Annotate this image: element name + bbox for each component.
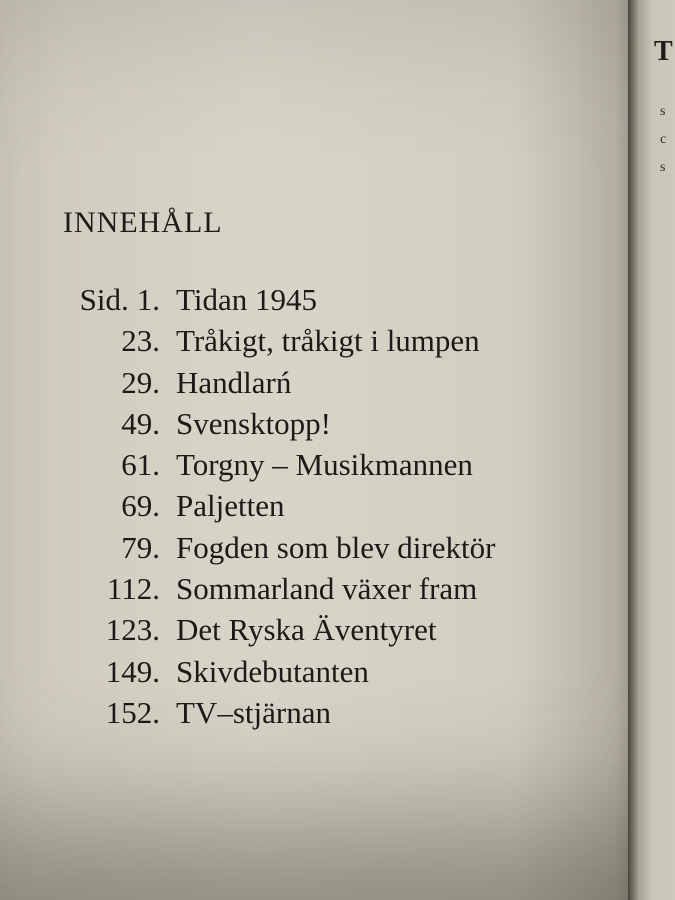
toc-page-number: 149. <box>105 653 160 689</box>
toc-title: Torgny – Musikmannen <box>176 447 473 483</box>
toc-title: Svensktopp! <box>176 405 331 441</box>
toc-entry <box>60 323 495 364</box>
toc-page-number: 123. <box>105 612 160 648</box>
table-of-contents <box>60 282 495 736</box>
facing-page-text: s <box>660 160 666 175</box>
toc-entry <box>60 530 495 571</box>
toc-page-number: 79. <box>121 529 160 565</box>
toc-title: Handlarń <box>176 364 292 400</box>
facing-page <box>628 0 675 900</box>
contents-heading: INNEHÅLL <box>63 206 223 239</box>
toc-entry <box>60 488 495 529</box>
toc-page-number: 112. <box>106 571 160 607</box>
toc-entry <box>60 695 495 736</box>
toc-title: Tidan 1945 <box>176 282 317 317</box>
toc-title: Paljetten <box>176 488 285 524</box>
toc-title: TV–stjärnan <box>176 694 331 730</box>
toc-page-number: 49. <box>121 405 160 441</box>
toc-page-number: 61. <box>121 447 160 483</box>
toc-entry <box>60 406 495 447</box>
toc-entry <box>60 365 495 406</box>
toc-entry <box>60 447 495 488</box>
facing-page-text: c <box>660 132 667 147</box>
toc-entry <box>60 282 495 323</box>
toc-entry <box>60 654 495 695</box>
toc-page-prefix: Sid. <box>79 282 129 317</box>
toc-title: Tråkigt, tråkigt i lumpen <box>176 323 480 359</box>
toc-page-number: 29. <box>121 364 160 400</box>
facing-page-heading: T <box>654 36 673 67</box>
toc-entry <box>60 612 495 653</box>
toc-entry <box>60 571 495 612</box>
toc-title: Fogden som blev direktör <box>176 529 496 565</box>
toc-title: Sommarland växer fram <box>176 571 478 607</box>
toc-page-value: 1. <box>136 282 160 317</box>
facing-page-text: s <box>660 104 666 119</box>
toc-page-number <box>60 282 160 318</box>
toc-page-number: 152. <box>105 694 160 730</box>
toc-title: Skivdebutanten <box>176 653 369 689</box>
toc-page-number: 23. <box>121 323 160 359</box>
toc-page-number: 69. <box>121 488 160 524</box>
toc-title: Det Ryska Äventyret <box>176 612 437 648</box>
